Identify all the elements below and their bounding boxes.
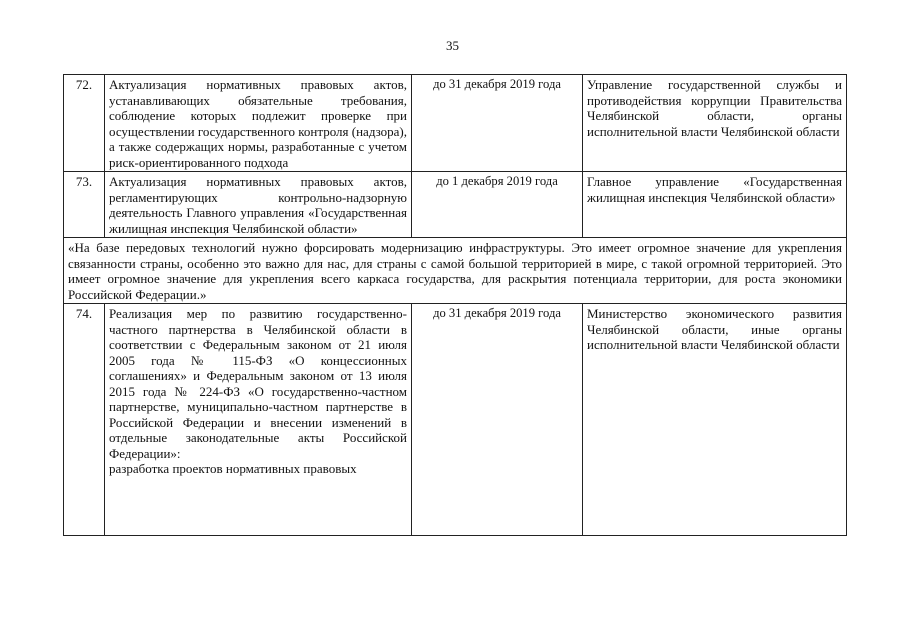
quote-row bbox=[64, 238, 847, 304]
action-cell: Актуализация нормативных правовых актов, регламентирующих контрольно-надзорную деятельность Главного управления «Государственная жилищная инспекция Челябинской области» bbox=[105, 172, 412, 238]
plan-table bbox=[63, 74, 847, 536]
responsible-cell: Управление государственной службы и противодействия коррупции Правительства Челябинской области, органы исполнительной власти Челябинской области bbox=[583, 75, 847, 172]
table-row bbox=[64, 75, 847, 172]
action-text: Реализация мер по развитию государственно-частного партнерства в Челябинской области в соответствии с Федеральным законом от 21 июля 2005 года № 115-ФЗ «О концессионных соглашениях» и Федеральным законом от 13 июля 2015 года № 224-ФЗ «О государственно-частном партнерстве, муниципально-частном партнерстве в Российской Федерации и внесении изменений в отдельные законодательные акты Российской Федерации»: bbox=[109, 306, 407, 461]
deadline-cell: до 1 декабря 2019 года bbox=[412, 172, 583, 238]
row-number: 73. bbox=[64, 172, 105, 238]
table-row bbox=[64, 172, 847, 238]
row-number: 72. bbox=[64, 75, 105, 172]
responsible-cell: Министерство экономического развития Челябинской области, иные органы исполнительной власти Челябинской области bbox=[583, 304, 847, 536]
action-cell bbox=[105, 304, 412, 536]
deadline-cell: до 31 декабря 2019 года bbox=[412, 75, 583, 172]
table-row bbox=[64, 304, 847, 536]
row-number: 74. bbox=[64, 304, 105, 536]
deadline-cell: до 31 декабря 2019 года bbox=[412, 304, 583, 536]
page-number: 35 bbox=[446, 38, 459, 53]
responsible-cell: Главное управление «Государственная жилищная инспекция Челябинской области» bbox=[583, 172, 847, 238]
action-cell: Актуализация нормативных правовых актов, устанавливающих обязательные требования, соблюдение которых подлежит проверке при осуществлении государственного контроля (надзора), а также содержащих нормы, разработанные с учетом риск-ориентированного подхода bbox=[105, 75, 412, 172]
quote-text: «На базе передовых технологий нужно форсировать модернизацию инфраструктуры. Это имеет огромное значение для укрепления связанности страны, особенно это важно для нас, для страны с самой большой территорией в мире, с такой огромной территорией. Это имеет огромное значение для укрепления всего каркаса государства, для раскрытия потенциала территории, для роста экономики Российской Федерации.» bbox=[64, 238, 847, 304]
action-text-continued: разработка проектов нормативных правовых bbox=[109, 461, 357, 476]
